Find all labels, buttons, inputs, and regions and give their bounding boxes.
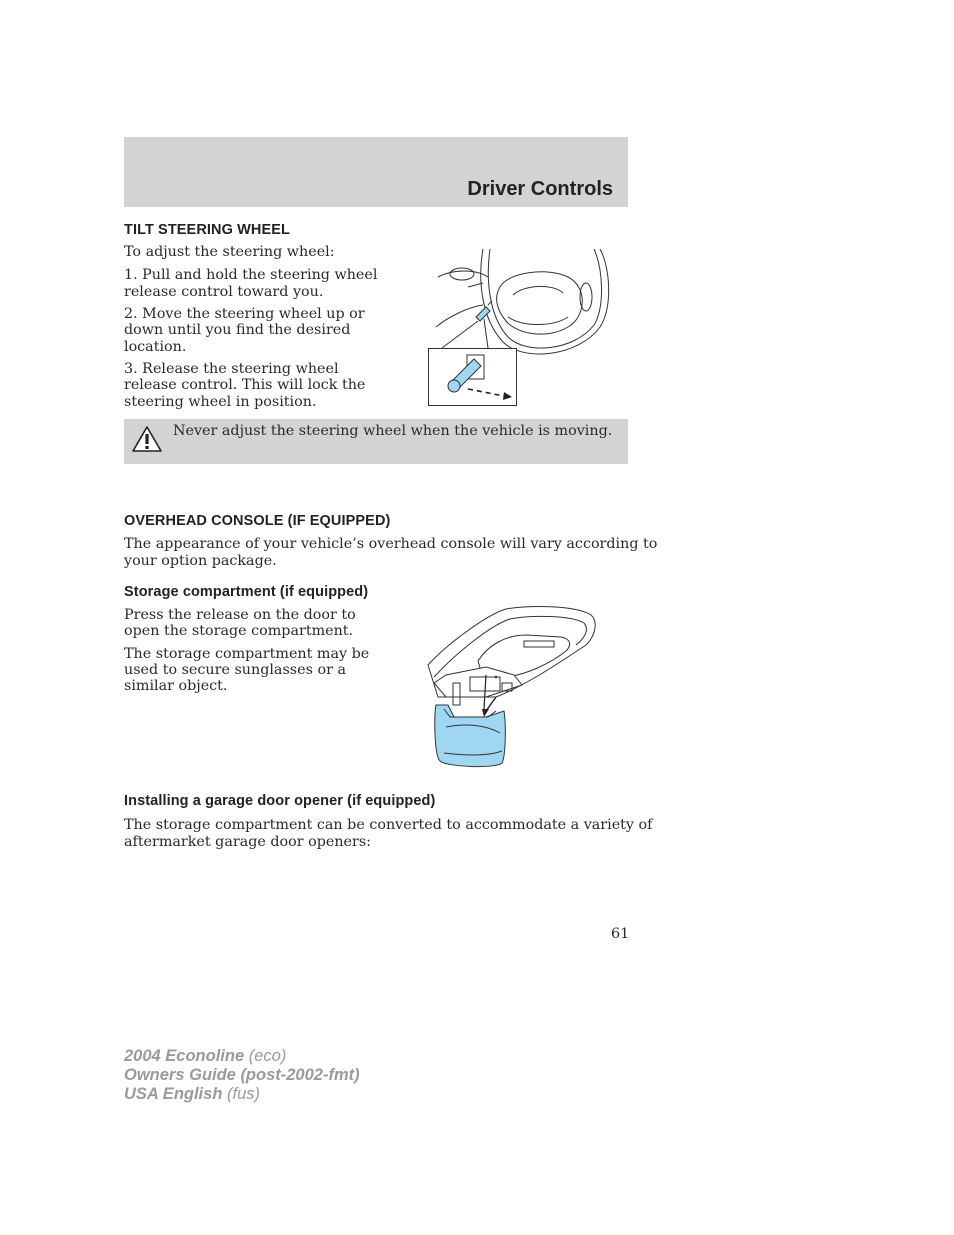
garage-p-line2: aftermarket garage door openers: xyxy=(124,834,371,850)
warning-text: Never adjust the steering wheel when the vehicle is moving. xyxy=(173,423,613,439)
footer-model-code: (eco) xyxy=(248,1047,287,1065)
page-number: 61 xyxy=(611,926,630,942)
storage-p2-line3: similar object. xyxy=(124,678,228,694)
tilt-intro: To adjust the steering wheel: xyxy=(124,244,335,260)
tilt-step2-line3: location. xyxy=(124,339,187,355)
footer-language: USA English xyxy=(124,1085,223,1103)
garage-heading: Installing a garage door opener (if equipped) xyxy=(124,793,436,809)
warning-box xyxy=(124,419,628,464)
header-band xyxy=(124,137,628,207)
storage-p2-line2: used to secure sunglasses or a xyxy=(124,662,346,678)
footer-language-code: (fus) xyxy=(227,1085,260,1103)
tilt-step2-line1: 2. Move the steering wheel up or xyxy=(124,306,365,322)
console-intro-line2: your option package. xyxy=(124,553,277,569)
warning-triangle-icon xyxy=(130,424,164,454)
storage-p2-line1: The storage compartment may be xyxy=(124,646,370,662)
footer-model: 2004 Econoline xyxy=(124,1047,245,1065)
steering-wheel-illustration xyxy=(428,247,612,407)
storage-heading: Storage compartment (if equipped) xyxy=(124,584,369,600)
tilt-step3-line1: 3. Release the steering wheel xyxy=(124,361,339,377)
footer-line3 xyxy=(124,1085,360,1104)
tilt-step1-line1: 1. Pull and hold the steering wheel xyxy=(124,267,378,283)
storage-p1-line1: Press the release on the door to xyxy=(124,607,356,623)
garage-p-line1: The storage compartment can be converted to accommodate a variety of xyxy=(124,817,653,833)
overhead-console-illustration xyxy=(426,605,600,769)
storage-p1-line2: open the storage compartment. xyxy=(124,623,354,639)
footer-line2: Owners Guide (post-2002-fmt) xyxy=(124,1066,360,1084)
tilt-step3-line3: steering wheel in position. xyxy=(124,394,317,410)
tilt-heading: TILT STEERING WHEEL xyxy=(124,222,290,238)
console-heading: OVERHEAD CONSOLE (IF EQUIPPED) xyxy=(124,513,391,529)
tilt-step2-line2: down until you find the desired xyxy=(124,322,351,338)
footer xyxy=(124,1047,360,1104)
console-intro-line1: The appearance of your vehicle’s overhead console will vary according to xyxy=(124,536,658,552)
tilt-step3-line2: release control. This will lock the xyxy=(124,377,366,393)
tilt-step1-line2: release control toward you. xyxy=(124,284,324,300)
section-title: Driver Controls xyxy=(467,178,613,200)
footer-line1 xyxy=(124,1047,360,1066)
